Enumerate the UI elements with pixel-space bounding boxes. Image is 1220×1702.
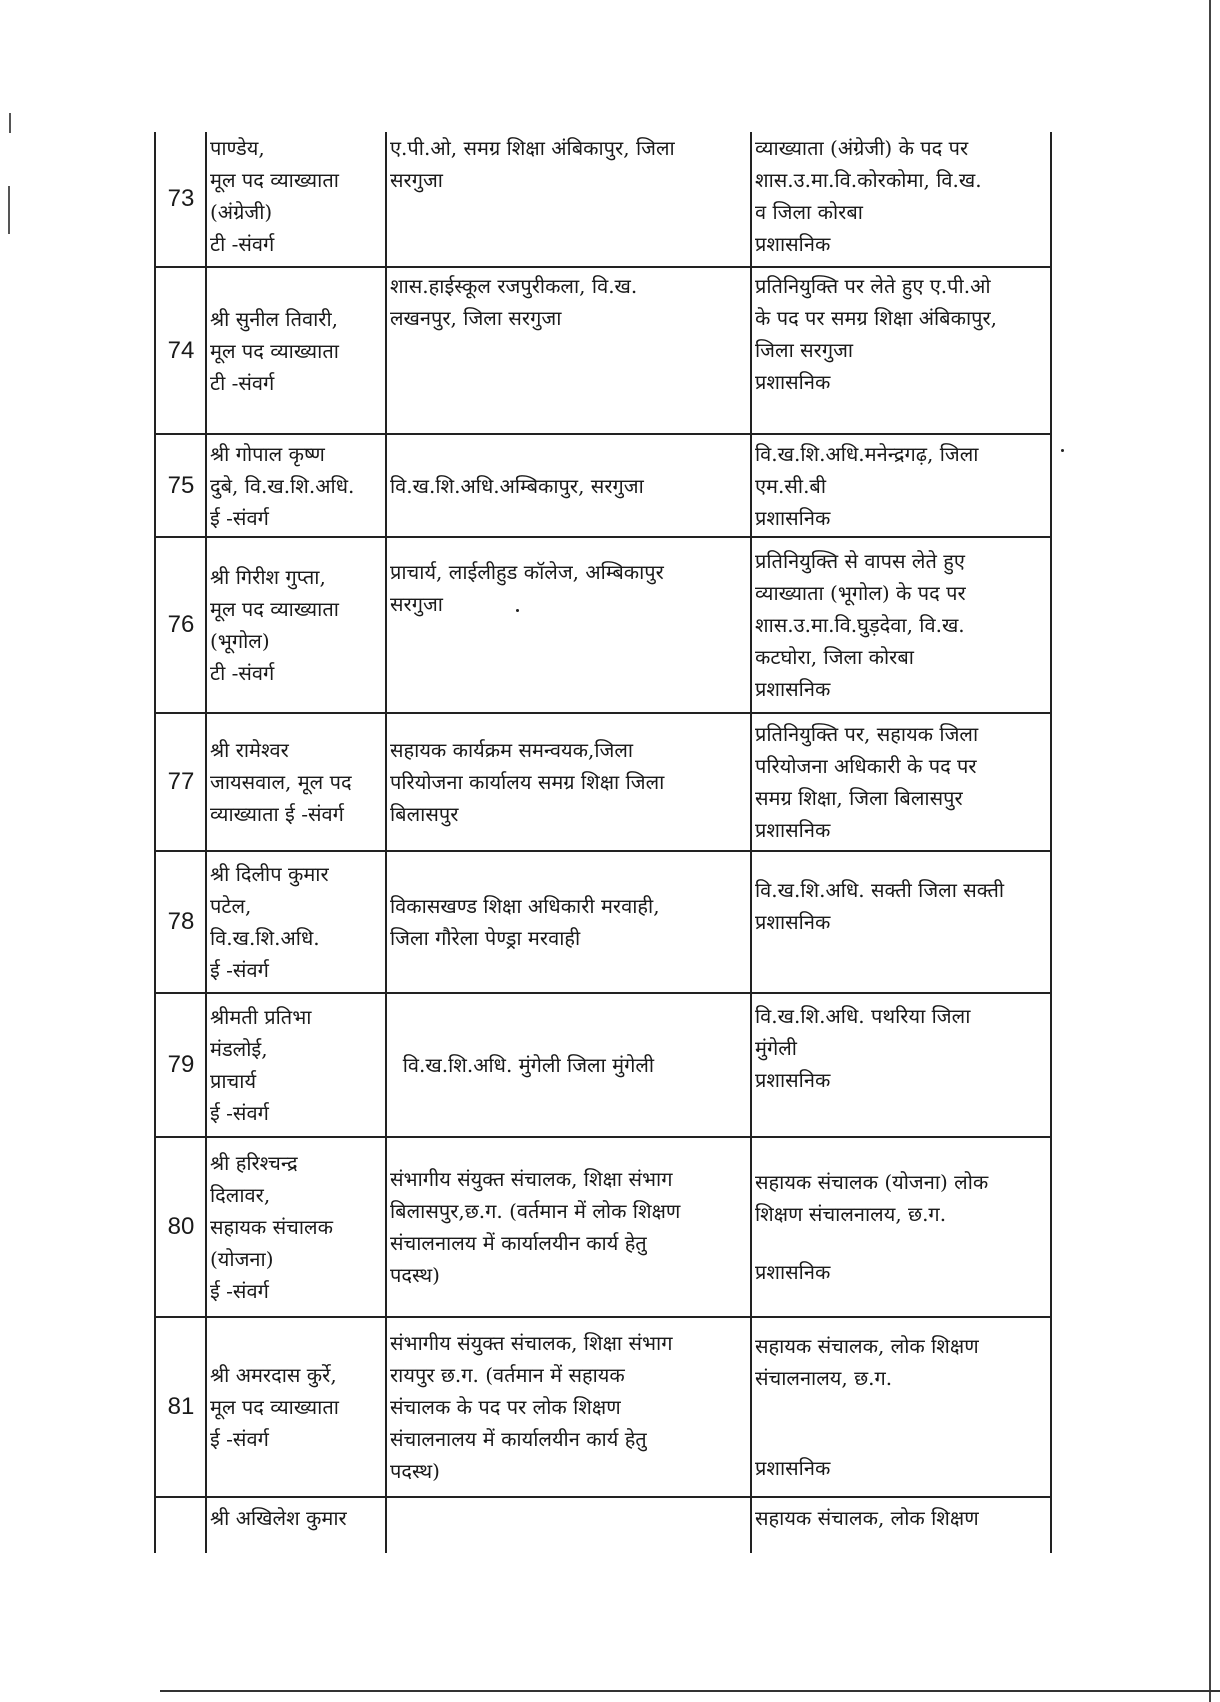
new-post-line: वि.ख.शि.अधि. सक्ती जिला सक्ती [755,878,1005,902]
new-post-line: संचालनालय, छ.ग. [755,1366,893,1390]
new-post-line: वि.ख.शि.अधि. पथरिया जिला [755,1004,971,1028]
name-line: टी -संवर्ग [210,661,275,685]
name-line: श्री अखिलेश कुमार [210,1506,347,1530]
current-post-cell [386,1497,751,1553]
name-line: पटेल, [210,894,252,918]
name-line: मूल पद व्याख्याता [210,168,339,192]
current-post-line: विकासखण्ड शिक्षा अधिकारी मरवाही, [390,894,660,918]
current-post-cell [386,713,751,851]
new-post-line: वि.ख.शि.अधि.मनेन्द्रगढ़, जिला [755,441,979,466]
name-line: श्रीमती प्रतिभा [210,1005,312,1029]
employee-name-cell [206,993,386,1137]
new-post-line: व्याख्याता (अंग्रेजी) के पद पर [755,136,969,160]
employee-name-cell [206,713,386,851]
transfer-type: प्रशासनिक [755,370,831,394]
new-post-cell [751,537,1051,713]
table-row [155,713,1051,851]
serial-number: 75 [155,434,206,537]
employee-name-cell [206,434,386,537]
employee-name-cell [206,1137,386,1317]
name-line: मूल पद व्याख्याता [210,597,339,621]
serial-number: 73 [155,132,206,267]
scan-speck [1061,449,1064,452]
current-post-cell [386,267,751,434]
current-post-line: संचालक के पद पर लोक शिक्षण [390,1395,621,1419]
name-line: (योजना) [210,1247,274,1271]
new-post-line: परियोजना अधिकारी के पद पर [755,754,977,778]
transfer-type: प्रशासनिक [755,1456,831,1480]
name-line: श्री हरिश्चन्द्र [210,1151,298,1175]
new-post-line: एम.सी.बी [755,473,827,498]
new-post-line: शिक्षण संचालनालय, छ.ग. [755,1202,947,1226]
current-post-cell [386,1137,751,1317]
spacer [755,1394,1048,1452]
new-post-line: शास.उ.मा.वि.घुड़देवा, वि.ख. [755,613,965,637]
new-post-cell [751,267,1051,434]
transfer-type: प्रशासनिक [755,910,831,934]
transfer-type: प्रशासनिक [755,1260,831,1284]
serial-number: 74 [155,267,206,434]
name-line: जायसवाल, मूल पद [210,770,352,794]
current-post-line: संभागीय संयुक्त संचालक, शिक्षा संभाग [390,1167,673,1191]
new-post-line: सहायक संचालक, लोक शिक्षण [755,1506,979,1530]
name-line: ई -संवर्ग [210,1279,269,1303]
serial-number: 81 [155,1317,206,1497]
spacer [755,1230,1048,1256]
name-line: श्री रामेश्वर [210,738,289,762]
name-line: ई -संवर्ग [210,1101,269,1125]
new-post-cell [751,1497,1051,1553]
name-line: श्री सुनील तिवारी, [210,306,339,331]
current-post-line: संभागीय संयुक्त संचालक, शिक्षा संभाग [390,1331,673,1355]
transfer-type: प्रशासनिक [755,1068,831,1092]
name-line: सहायक संचालक [210,1215,333,1239]
current-post-line: जिला गौरेला पेण्ड्रा मरवाही [390,926,581,950]
current-post-line: प्राचार्य, लाईलीहुड कॉलेज, अम्बिकापुर [390,560,664,584]
name-line: ई -संवर्ग [210,1427,269,1451]
new-post-line: प्रतिनियुक्ति पर लेते हुए ए.पी.ओ [755,274,991,298]
transfer-order-table [154,132,1052,1553]
new-post-line: कटघोरा, जिला कोरबा [755,645,914,669]
table-row [155,1497,1051,1553]
table-row [155,1137,1051,1317]
new-post-cell [751,132,1051,267]
current-post-cell [386,434,751,537]
name-line: व्याख्याता ई -संवर्ग [210,802,344,826]
name-line: दिलावर, [210,1183,271,1207]
name-line: श्री गिरीश गुप्ता, [210,565,326,589]
current-post-line: सरगुजा [390,168,443,192]
name-line: मंडलोई, [210,1037,268,1061]
current-post-line: संचालनालय में कार्यालयीन कार्य हेतु [390,1427,647,1451]
current-post-line: वि.ख.शि.अधि. मुंगेली जिला मुंगेली [390,1053,655,1077]
employee-name-cell [206,132,386,267]
transfer-type: प्रशासनिक [755,677,831,701]
transfer-type: प्रशासनिक [755,818,831,842]
current-post-line: बिलासपुर [390,802,459,826]
new-post-line: मुंगेली [755,1036,797,1060]
new-post-line: के पद पर समग्र शिक्षा अंबिकापुर, [755,306,998,330]
transfer-type: प्रशासनिक [755,505,831,530]
current-post-line: शास.हाईस्कूल रजपुरीकला, वि.ख. [390,274,638,298]
current-post-cell [386,132,751,267]
current-post-line: पदस्थ) [390,1263,440,1287]
employee-name-cell [206,1317,386,1497]
scan-artifact-mark [8,186,10,234]
name-line: (भूगोल) [210,629,270,653]
name-line: दुबे, वि.ख.शि.अधि. [210,473,355,498]
current-post-line: लखनपुर, जिला सरगुजा [390,306,562,330]
name-line: टी -संवर्ग [210,232,275,256]
employee-name-cell [206,1497,386,1553]
name-line: श्री गोपाल कृष्ण [210,441,325,466]
name-line: ई -संवर्ग [210,505,269,530]
serial-number: 76 [155,537,206,713]
serial-number [155,1497,206,1553]
table-row [155,434,1051,537]
transfer-type: प्रशासनिक [755,232,831,256]
current-post-cell [386,537,751,713]
name-line: ई -संवर्ग [210,958,269,982]
name-line: टी -संवर्ग [210,370,275,395]
new-post-cell [751,434,1051,537]
name-line: श्री दिलीप कुमार [210,862,329,886]
name-line: पाण्डेय, [210,136,265,160]
serial-number: 79 [155,993,206,1137]
new-post-line: प्रतिनियुक्ति से वापस लेते हुए [755,549,965,573]
current-post-line: सरगुजा [390,592,443,616]
name-line: श्री अमरदास कुर्रे, [210,1363,337,1387]
current-post-line: संचालनालय में कार्यालयीन कार्य हेतु [390,1231,647,1255]
name-line: मूल पद व्याख्याता [210,1395,339,1419]
footer-rule [160,1690,1220,1692]
name-line: वि.ख.शि.अधि. [210,926,320,950]
current-post-cell [386,851,751,993]
new-post-cell [751,993,1051,1137]
new-post-line: व जिला कोरबा [755,200,863,224]
name-line: मूल पद व्याख्याता [210,338,339,363]
current-post-line: बिलासपुर,छ.ग. (वर्तमान में लोक शिक्षण [390,1199,681,1223]
new-post-cell [751,1137,1051,1317]
table-row [155,851,1051,993]
serial-number: 78 [155,851,206,993]
new-post-line: व्याख्याता (भूगोल) के पद पर [755,581,966,605]
new-post-cell [751,851,1051,993]
new-post-line: प्रतिनियुक्ति पर, सहायक जिला [755,722,979,746]
page-edge-line [1209,0,1211,1702]
serial-number: 80 [155,1137,206,1317]
serial-number: 77 [155,713,206,851]
name-line: (अंग्रेजी) [210,200,273,224]
new-post-line: शास.उ.मा.वि.कोरकोमा, वि.ख. [755,168,982,192]
new-post-cell [751,1317,1051,1497]
table-row [155,132,1051,267]
new-post-line: समग्र शिक्षा, जिला बिलासपुर [755,786,963,810]
employee-name-cell [206,267,386,434]
new-post-line: सहायक संचालक, लोक शिक्षण [755,1334,979,1358]
current-post-line: सहायक कार्यक्रम समन्वयक,जिला [390,738,634,762]
current-post-cell [386,993,751,1137]
new-post-line: जिला सरगुजा [755,338,854,362]
table-row [155,1317,1051,1497]
scan-artifact-mark [9,113,11,133]
name-line: प्राचार्य [210,1069,257,1093]
new-post-line: सहायक संचालक (योजना) लोक [755,1170,989,1194]
employee-name-cell [206,851,386,993]
current-post-line: रायपुर छ.ग. (वर्तमान में सहायक [390,1363,625,1387]
current-post-line: पदस्थ) [390,1459,440,1483]
current-post-line: वि.ख.शि.अधि.अम्बिकापुर, सरगुजा [390,473,644,498]
employee-name-cell [206,537,386,713]
current-post-cell [386,1317,751,1497]
new-post-cell [751,713,1051,851]
table-row [155,537,1051,713]
current-post-line: परियोजना कार्यालय समग्र शिक्षा जिला [390,770,665,794]
current-post-line: ए.पी.ओ, समग्र शिक्षा अंबिकापुर, जिला [390,136,675,160]
table-row [155,993,1051,1137]
table-row [155,267,1051,434]
